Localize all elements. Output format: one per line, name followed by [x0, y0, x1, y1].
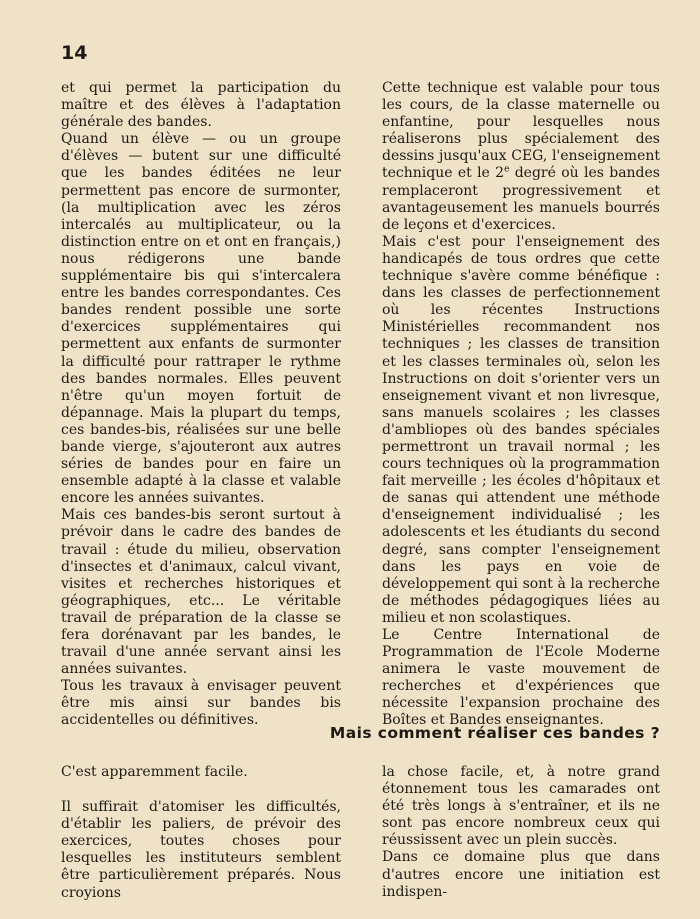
bottom-right-column — [382, 764, 660, 901]
paragraph: C'est apparemment facile. — [61, 764, 248, 780]
paragraph — [382, 80, 660, 234]
text-run: degré où les bandes remplaceront progressivement et avantageusement les manuels bourrés de leçons et d'exercices. — [382, 165, 660, 233]
text-run: Cette technique est valable pour tous les cours, de la classe maternelle ou enfantine, pour lesquelles nous réaliserons plus spécialement des dessins jusqu'aux CEG, l'enseignement technique et le 2 — [382, 80, 660, 182]
top-left-column — [61, 80, 341, 730]
paragraph: Quand un élève — ou un groupe d'élèves — butent sur une difficulté que les bandes éditées ne leur permettent pas encore de surmonter, (la multiplication avec les zéros intercalés au multiplicateur, ou la distinction entre on et ont en français,) nous rédigerons une bande supplémentaire bis qui s'intercalera entre les bandes correspondantes. Ces bandes rendent possible une sorte d'exercices supplémentaires qui permettent aux enfants de surmonter la difficulté pour rattraper le rythme des bandes normales. Elles peuvent n'être qu'un moyen fortuit de dépannage. Mais la plupart du temps, ces bandes-bis, réalisées sur une belle bande vierge, s'ajouteront aux autres séries de bandes pour en faire un ensemble adapté à la classe et valable encore les années suivantes. — [61, 131, 341, 507]
paragraph: Tous les travaux à envisager peuvent être mis ainsi sur bandes bis accidentelles ou définitives. — [61, 678, 341, 729]
bottom-left-column — [61, 764, 341, 902]
paragraph: Mais c'est pour l'enseignement des handicapés de tous ordres que cette technique s'avère comme bénéfique : dans les classes de perfectionnement où les récentes Instructions Ministérielles recommandent nos techniques ; les classes de transition et les classes terminales où, selon les Instructions on doit s'orienter vers un enseignement vivant et non livresque, sans manuels scolaires ; les classes d'ambliopes où des bandes spéciales permettront un travail normal ; les cours techniques où la programmation fait merveille ; les écoles d'hôpitaux et de sanas qui attendent une méthode d'enseignement individualisé ; les adolescents et les étudiants du second degré, sans compter l'enseignement dans les pays en voie de développement qui sont à la recherche de méthodes pédagogiques liées au milieu et non scolastiques. — [382, 233, 660, 626]
section-heading: Mais comment réaliser ces bandes ? — [329, 724, 660, 742]
top-right-column — [382, 80, 660, 730]
superscript: e — [504, 164, 510, 175]
page-number: 14 — [61, 42, 88, 64]
paragraph: Dans ce domaine plus que dans d'autres encore une initiation est indispen- — [382, 849, 660, 900]
paragraph: et qui permet la participation du maître et des élèves à l'adaptation générale des bandes. — [61, 80, 341, 131]
paragraph: Il suffirait d'atomiser les difficultés, d'établir les paliers, de prévoir des exercices, toutes choses pour lesquelles les instituteurs semblent être particulièrement préparés. Nous croyions — [61, 799, 341, 901]
paragraph: Le Centre International de Programmation de l'Ecole Moderne animera le vaste mouvement de recherches et d'expériences que nécessite l'expansion prochaine des Boîtes et Bandes enseignantes. — [382, 627, 660, 729]
paragraph: Mais ces bandes-bis seront surtout à prévoir dans le cadre des bandes de travail : étude du milieu, observation d'insectes et d'animaux, calcul vivant, visites et recherches historiques et géographiques, etc... Le véritable travail de préparation de la classe se fera dorénavant par les bandes, le travail d'une année servant ainsi les années suivantes. — [61, 507, 341, 678]
paragraph: la chose facile, et, à notre grand étonnement tous les camarades ont été très longs à s'entraîner, et ils ne sont pas encore nombreux ceux qui réussissent avec un plein succès. — [382, 764, 660, 849]
